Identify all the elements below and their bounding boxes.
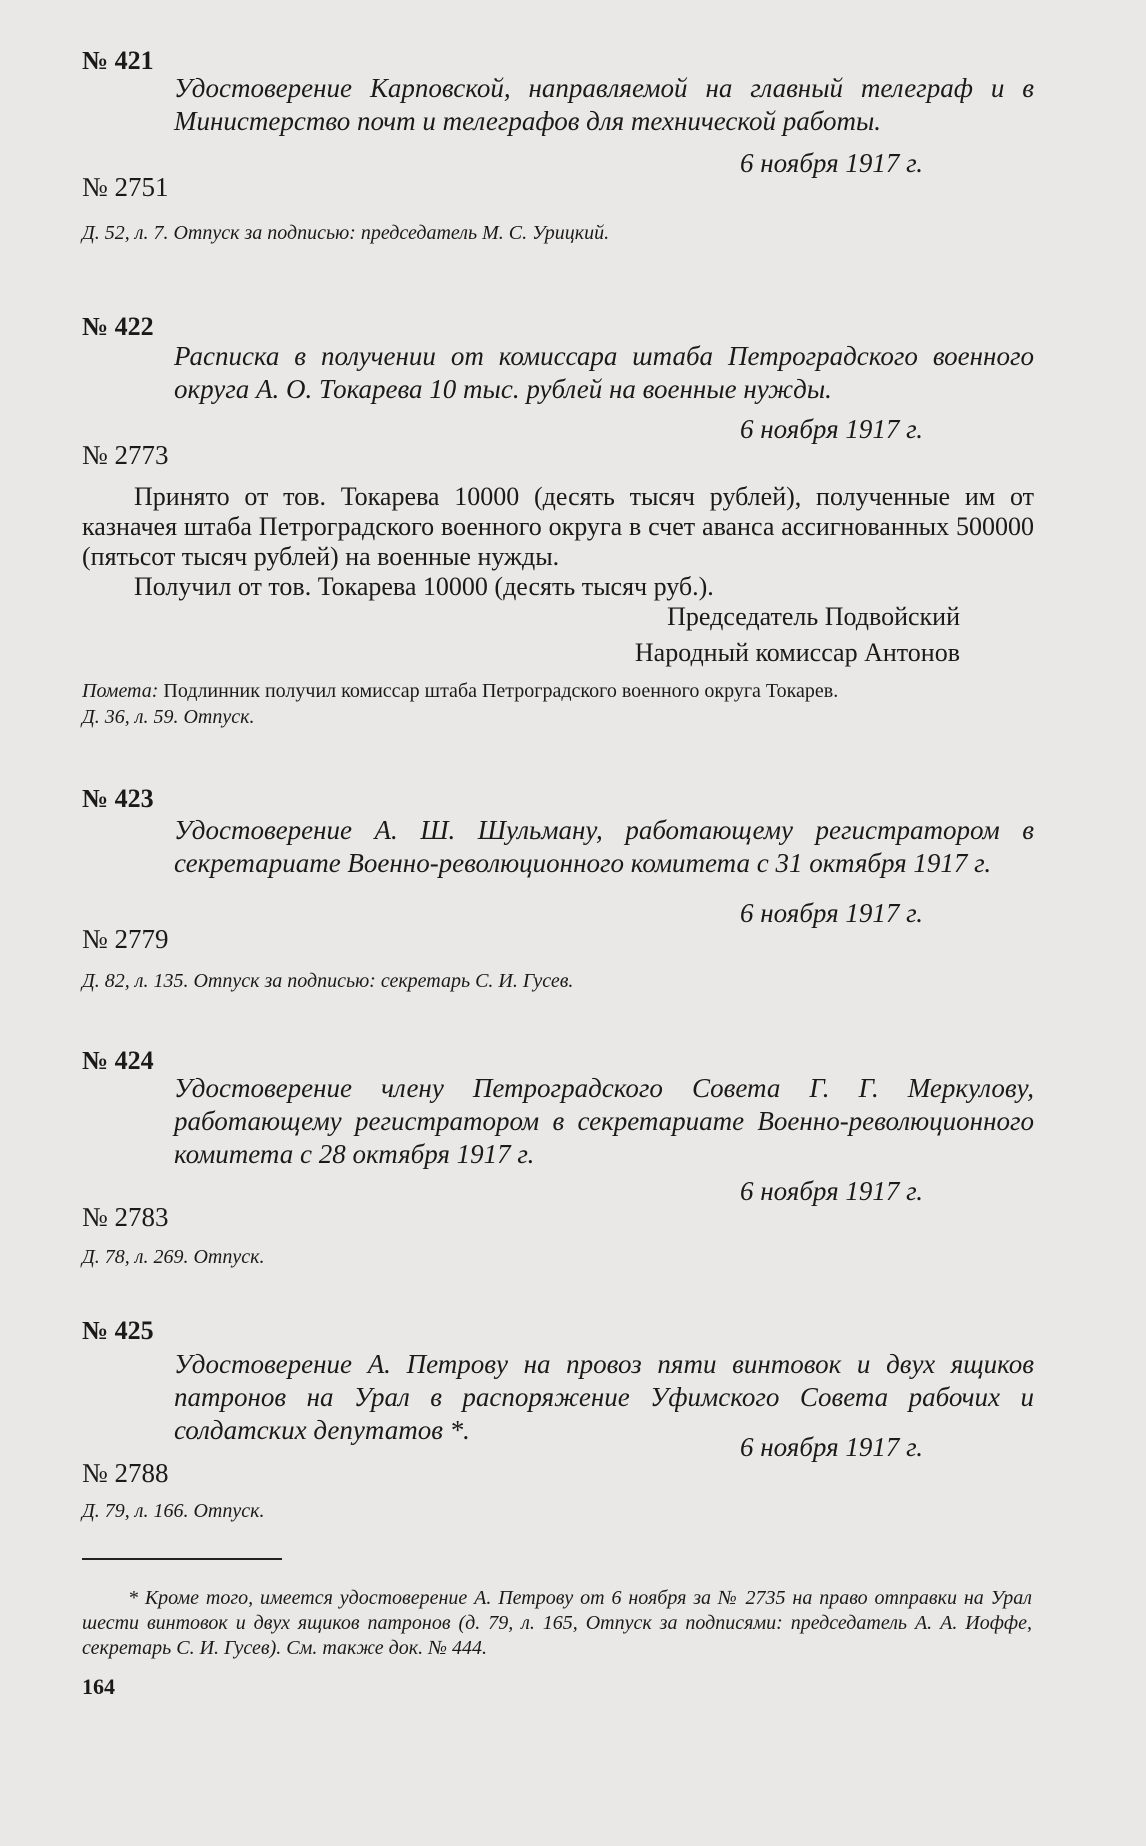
doc-423-title: Удостоверение А. Ш. Шульману, работающему регистратором в секретариате Военно-революционного комитета с 31 октября 1917 г. xyxy=(174,815,1034,878)
doc-424-number: № 424 xyxy=(82,1046,154,1075)
doc-423-reg: № 2779 xyxy=(82,924,169,954)
doc-422-archive: Д. 36, л. 59. Отпуск. xyxy=(82,706,255,728)
doc-425-number: № 425 xyxy=(82,1316,154,1345)
doc-422-note-label: Помета: xyxy=(82,680,159,702)
footnote: * Кроме того, имеется удостоверение А. Петрову от 6 ноября за № 2735 на право отправки на Урал шести винтовок и двух ящиков патронов (д. 79, л. 165, Отпуск за подписями: председатель А. А. Иоффе, секретарь С. И. Гусев). См. также док. № 444. xyxy=(82,1587,1032,1659)
doc-424-reg: № 2783 xyxy=(82,1202,169,1232)
doc-422-body-paragraph-2: Получил от тов. Токарева 10000 (десять тысяч руб.). xyxy=(134,572,714,601)
footnote-divider xyxy=(82,1558,282,1560)
doc-424-date: 6 ноября 1917 г. xyxy=(740,1176,924,1206)
doc-421-archive: Д. 52, л. 7. Отпуск за подписью: председатель М. С. Урицкий. xyxy=(82,222,610,244)
doc-422-note xyxy=(82,680,1042,703)
doc-422-note-text: Подлинник получил комиссар штаба Петроградского военного округа Токарев. xyxy=(163,680,839,702)
doc-421-title: Удостоверение Карповской, направляемой на главный телеграф и в Министерство почт и телеграфов для технической работы. xyxy=(174,73,1034,136)
doc-422-signature-chairman: Председатель Подвойский xyxy=(667,602,960,631)
doc-422-title: Расписка в получении от комиссара штаба Петроградского военного округа А. О. Токарева 10 тыс. рублей на военные нужды. xyxy=(174,341,1034,404)
doc-424-title: Удостоверение члену Петроградского Совета Г. Г. Меркулову, работающему регистратором в секретариате Военно-революционного комитета с 28 октября 1917 г. xyxy=(174,1073,1034,1169)
doc-422-body-paragraph-1: Принято от тов. Токарева 10000 (десять тысяч рублей), полученные им от казначея штаба Петроградского военного округа в счет аванса ассигнованных 500000 (пятьсот тысяч рублей) на военные нужды. xyxy=(82,482,1034,571)
doc-425-date: 6 ноября 1917 г. xyxy=(740,1432,924,1462)
doc-422-date: 6 ноября 1917 г. xyxy=(740,414,924,444)
doc-425-archive: Д. 79, л. 166. Отпуск. xyxy=(82,1500,265,1522)
doc-423-number: № 423 xyxy=(82,784,154,813)
doc-425-title: Удостоверение А. Петрову на провоз пяти винтовок и двух ящиков патронов на Урал в распоряжение Уфимского Совета рабочих и солдатских депутатов *. xyxy=(174,1349,1034,1445)
doc-422-reg: № 2773 xyxy=(82,440,169,470)
doc-421-reg: № 2751 xyxy=(82,172,169,202)
doc-422-body xyxy=(82,482,1034,602)
doc-424-archive: Д. 78, л. 269. Отпуск. xyxy=(82,1246,265,1268)
doc-422-signature-commissar: Народный комиссар Антонов xyxy=(634,638,960,667)
doc-423-date: 6 ноября 1917 г. xyxy=(740,898,924,928)
doc-421-date: 6 ноября 1917 г. xyxy=(740,148,924,178)
doc-421-number: № 421 xyxy=(82,46,154,75)
doc-422-number: № 422 xyxy=(82,312,154,341)
page-number: 164 xyxy=(82,1674,115,1699)
doc-423-archive: Д. 82, л. 135. Отпуск за подписью: секретарь С. И. Гусев. xyxy=(82,970,574,992)
doc-425-reg: № 2788 xyxy=(82,1458,169,1488)
